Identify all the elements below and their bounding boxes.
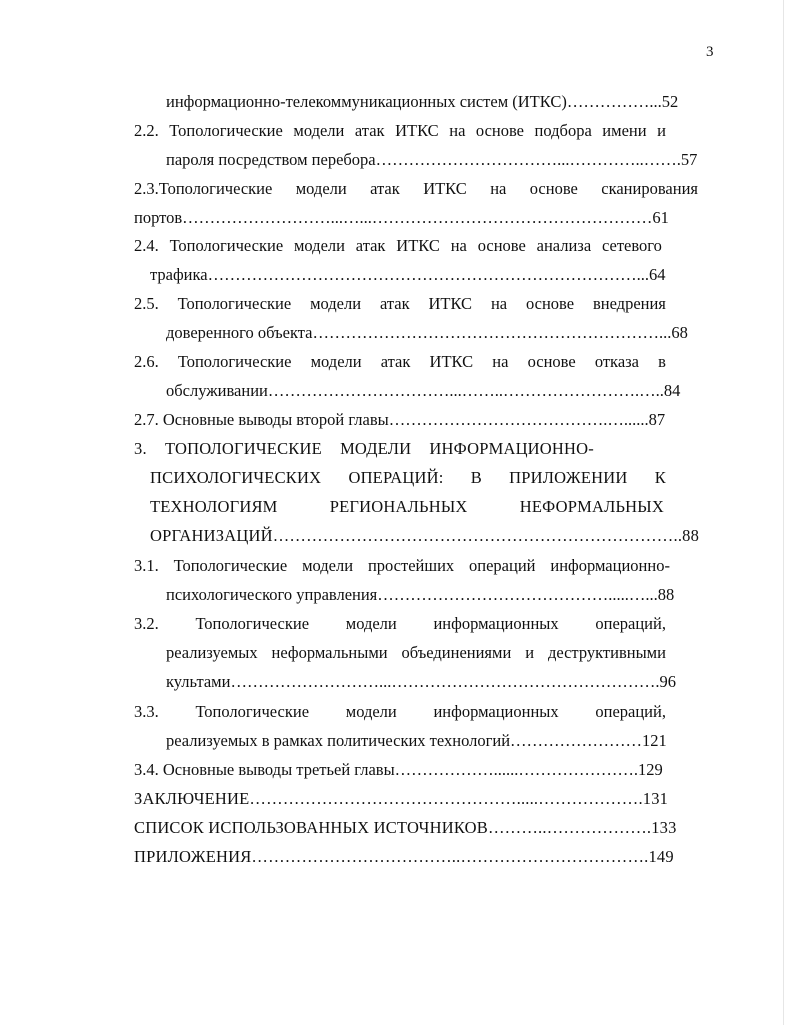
toc-word: отказа (594, 352, 639, 371)
toc-line-3-2-cont-2: культами………………………...………………………………………….96 (166, 672, 676, 691)
toc-word: операций (469, 556, 536, 575)
toc-word: модели (293, 121, 345, 140)
toc-word: ИТКС (428, 294, 473, 313)
toc-word: на (490, 294, 508, 313)
toc-word: РЕГИОНАЛЬНЫХ (329, 497, 468, 516)
toc-line-chapter-3-cont-1 (150, 468, 666, 488)
toc-word: неформальными (271, 643, 388, 662)
toc-word: атак (380, 352, 411, 371)
toc-word: Топологические (169, 236, 284, 255)
toc-word: МОДЕЛИ (340, 439, 412, 458)
toc-word: НЕФОРМАЛЬНЫХ (519, 497, 664, 516)
toc-word: на (450, 236, 467, 255)
toc-line-2-5-cont: доверенного объекта………………………………………………………...68 (166, 323, 688, 342)
toc-word: модели (293, 236, 345, 255)
toc-word: атак (355, 236, 386, 255)
toc-line-chapter-3-cont-3: ОРГАНИЗАЦИЙ………………………………………………………………..88 (150, 526, 700, 545)
toc-line-3-4: 3.4. Основные выводы третьей главы………………......………………….129 (134, 760, 663, 779)
toc-word: В (470, 468, 482, 487)
toc-word: 2.5. (134, 294, 159, 313)
toc-word: Топологические (195, 702, 310, 721)
toc-word: модели (310, 352, 362, 371)
toc-word: 2.4. (134, 236, 159, 255)
toc-word: ПСИХОЛОГИЧЕСКИХ (150, 468, 322, 487)
toc-word: ТЕХНОЛОГИЯМ (150, 497, 278, 516)
toc-word: 2.2. (134, 121, 159, 140)
toc-line-3-1-cont: психологического управления…………………………………….....…...88 (166, 585, 675, 604)
toc-word: атак (354, 121, 385, 140)
toc-word: ПРИЛОЖЕНИИ (509, 468, 628, 487)
toc-line-2-1-cont: информационно-телекоммуникационных систем (ИТКС)……………...52 (166, 92, 679, 111)
toc-line-2-5 (134, 294, 666, 314)
toc-word: основе (527, 352, 576, 371)
toc-word: внедрения (592, 294, 666, 313)
toc-word: модели (345, 614, 397, 633)
toc-word: модели (345, 702, 397, 721)
toc-line-2-2-cont: пароля посредством перебора……………………………...…………..…….57 (166, 150, 698, 169)
toc-word: и (657, 121, 666, 140)
toc-word: и (525, 643, 535, 662)
toc-word: основе (475, 121, 525, 140)
toc-word: Топологические (169, 121, 283, 140)
toc-word: ИТКС (423, 179, 467, 198)
toc-word: операций, (595, 614, 666, 633)
toc-line-2-3 (134, 179, 698, 199)
toc-word: атак (379, 294, 410, 313)
toc-word: ИТКС (395, 121, 439, 140)
toc-word: Топологические (195, 614, 310, 633)
toc-word: К (654, 468, 666, 487)
toc-line-2-4 (134, 236, 662, 256)
toc-line-2-4-cont: трафика……………………………………………………………………...64 (150, 265, 666, 284)
toc-line-2-2 (134, 121, 666, 141)
toc-word: ИНФОРМАЦИОННО- (429, 439, 594, 458)
toc-word: имени (602, 121, 647, 140)
toc-line-3-2-cont-1 (166, 643, 666, 663)
toc-line-chapter-3 (134, 439, 594, 459)
toc-word: сетевого (601, 236, 662, 255)
toc-word: на (449, 121, 466, 140)
toc-line-appendices: ПРИЛОЖЕНИЯ………………………………..…………………………….149 (134, 847, 674, 866)
toc-word: операций, (595, 702, 666, 721)
toc-word: 3.2. (134, 614, 159, 633)
toc-word: Топологические (173, 556, 288, 575)
toc-word: 2.3.Топологические (134, 179, 273, 198)
toc-word: модели (295, 179, 347, 198)
toc-word: на (490, 179, 507, 198)
toc-word: анализа (536, 236, 592, 255)
toc-word: модели (310, 294, 362, 313)
toc-word: 2.6. (134, 352, 159, 371)
toc-line-3-1 (134, 556, 670, 576)
toc-line-2-6-cont: обслуживании……………………………...……..…………………….…..84 (166, 381, 681, 400)
toc-word: деструктивными (547, 643, 666, 662)
toc-word: 3.3. (134, 702, 159, 721)
toc-word: атак (370, 179, 400, 198)
toc-word: объединениями (401, 643, 512, 662)
toc-line-2-6 (134, 352, 666, 372)
toc-line-references: СПИСОК ИСПОЛЬЗОВАННЫХ ИСТОЧНИКОВ………..……………….133 (134, 818, 677, 837)
toc-line-3-3-cont: реализуемых в рамках политических технологий……………………121 (166, 731, 667, 750)
toc-line-3-2 (134, 614, 666, 634)
toc-word: подбора (534, 121, 592, 140)
toc-word: 3.1. (134, 556, 159, 575)
toc-word: простейших (367, 556, 455, 575)
toc-word: информационно- (550, 556, 670, 575)
toc-line-3-3 (134, 702, 666, 722)
toc-word: ИТКС (396, 236, 440, 255)
toc-word: Топологические (177, 294, 292, 313)
toc-word: информационных (433, 614, 559, 633)
toc-word: 3. (134, 439, 147, 458)
page-number: 3 (706, 44, 714, 60)
toc-word: реализуемых (166, 643, 258, 662)
toc-word: основе (529, 179, 578, 198)
toc-line-2-7: 2.7. Основные выводы второй главы………………………………….…......87 (134, 410, 666, 429)
toc-word: Топологические (177, 352, 292, 371)
toc-word: ОПЕРАЦИЙ: (348, 468, 444, 487)
toc-line-conclusion: ЗАКЛЮЧЕНИЕ………………………………………….....……………….131 (134, 789, 669, 808)
toc-word: сканирования (601, 179, 698, 198)
toc-word: основе (477, 236, 526, 255)
toc-line-2-3-cont: портов………………………...…...……………………………………………61 (134, 208, 669, 227)
toc-word: ИТКС (429, 352, 474, 371)
toc-line-chapter-3-cont-2 (150, 497, 664, 517)
toc-word: ТОПОЛОГИЧЕСКИЕ (164, 439, 322, 458)
toc-word: в (658, 352, 666, 371)
toc-word: информационных (433, 702, 559, 721)
toc-word: основе (525, 294, 575, 313)
toc-word: на (492, 352, 509, 371)
toc-word: модели (302, 556, 354, 575)
